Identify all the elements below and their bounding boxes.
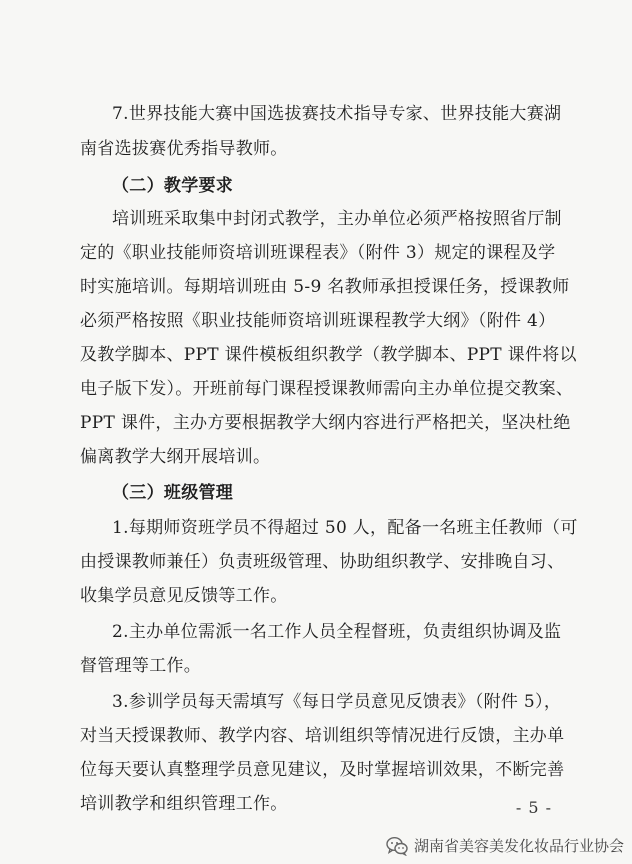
section-heading: （三）班级管理 [112,483,234,503]
paragraph-line: 培训班采取集中封闭式教学，主办单位必须严格按照省厅制 [112,209,562,229]
watermark-text: 湖南省美容美发化妆品行业协会 [413,837,624,855]
wechat-icon [386,836,408,856]
paragraph-line: 南省选拔赛优秀指导教师。 [80,139,288,159]
paragraph-line: 位每天要认真整理学员意见建议，及时掌握培训效果，不断完善 [80,760,565,780]
paragraph-line: 及教学脚本、PPT 课件模板组织教学（教学脚本、PPT 课件将以 [80,345,577,365]
paragraph-line: 时实施培训。每期培训班由 5-9 名教师承担授课任务，授课教师 [80,277,570,297]
paragraph-line: 1.每期师资班学员不得超过 50 人，配备一名班主任教师（可 [112,518,578,538]
paragraph-line: 电子版下发）。开班前每门课程授课教师需向主办单位提交教案、 [80,379,574,399]
wechat-watermark [386,835,624,856]
paragraph-line: 培训教学和组织管理工作。 [80,794,288,814]
paragraph-line: 2.主办单位需派一名工作人员全程督班，负责组织协调及监 [112,622,562,642]
paragraph-line: 对当天授课教师、教学内容、培训组织等情况进行反馈，主办单 [80,726,565,746]
page-number: - 5 - [515,798,552,817]
paragraph-line: 偏离教学大纲开展培训。 [80,447,271,467]
paragraph-line: 督管理等工作。 [80,656,202,676]
paragraph-line: 必须严格按照《职业技能师资培训班课程教学大纲》（附件 4） [80,311,556,331]
paragraph-line: 3.参训学员每天需填写《每日学员意见反馈表》（附件 5）， [112,692,562,712]
paragraph-line: PPT 课件，主办方要根据教学大纲内容进行严格把关，坚决杜绝 [80,413,571,433]
paragraph-line: 定的《职业技能师资培训班课程表》（附件 3）规定的课程及学 [80,243,556,263]
paragraph-line: 7.世界技能大赛中国选拔赛技术指导专家、世界技能大赛湖 [112,104,562,124]
section-heading: （二）教学要求 [112,176,234,196]
paragraph-line: 由授课教师兼任）负责班级管理、协助组织教学、安排晚自习、 [80,552,565,572]
paragraph-line: 收集学员意见反馈等工作。 [80,586,288,606]
